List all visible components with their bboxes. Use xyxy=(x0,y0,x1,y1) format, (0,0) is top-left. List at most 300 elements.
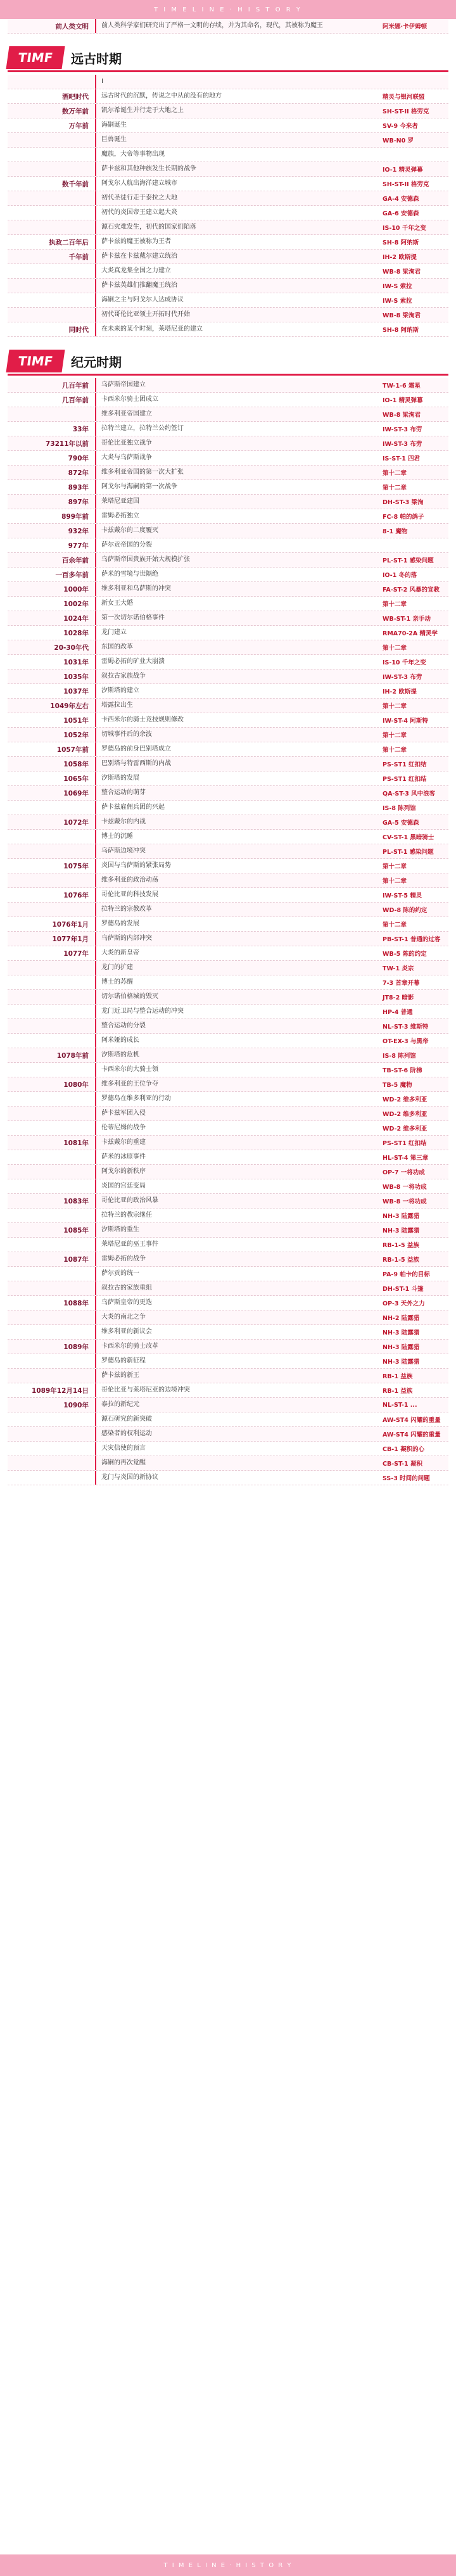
timeline-source: HL-ST-4 第三章 xyxy=(383,1155,429,1162)
timeline-source: WB-ST-1 亲手动 xyxy=(383,616,431,623)
timeline-event: 萨卡兹军团入侵 xyxy=(101,1110,146,1117)
timeline-date: 1085年 xyxy=(8,1223,96,1237)
timeline-event: 卡兹戴尔的二度覆灭 xyxy=(101,527,158,534)
timeline-date: 1078年前 xyxy=(8,1048,96,1062)
timeline-date xyxy=(8,162,96,176)
timeline-row xyxy=(8,1442,448,1456)
timeline-row xyxy=(8,1209,448,1223)
timeline-date: 1057年前 xyxy=(8,742,96,756)
timeline-source: WB-N0 罗 xyxy=(383,137,414,144)
timeline-event: 乌萨斯的内部冲突 xyxy=(101,935,152,942)
timeline-event: 萨卡兹的新王 xyxy=(101,1372,139,1379)
timeline-date: 73211年以前 xyxy=(8,436,96,450)
timeline-source: IW-ST-3 布劳 xyxy=(383,674,422,681)
timeline-source: 阿米娜·卡伊姆顿 xyxy=(383,23,428,30)
timeline-row xyxy=(8,293,448,308)
timeline-source: FA-ST-2 风暴的宣教 xyxy=(383,587,440,593)
timeline-date xyxy=(8,407,96,421)
timeline-source: IS-8 陈列馆 xyxy=(383,805,416,812)
timeline-date: 执政二百年后 xyxy=(8,235,96,249)
timeline-event: 新女王大婚 xyxy=(101,600,133,607)
timeline-event: 龙门与炎国的新协议 xyxy=(101,1474,158,1481)
timeline-event: 海嗣诞生 xyxy=(101,122,127,129)
timeline-event: 罗德岛的新征程 xyxy=(101,1357,146,1364)
timeline-row xyxy=(8,104,448,118)
timeline-source: PB-ST-1 普通的过客 xyxy=(383,936,441,943)
timeline-date: 前人类文明 xyxy=(8,19,96,33)
timeline-row xyxy=(8,1194,448,1209)
timeline-event: 萨米的雪境与世隔绝 xyxy=(101,571,158,578)
timeline-event: 魔族，大帝等事物出现 xyxy=(101,151,165,158)
timeline-row xyxy=(8,961,448,975)
timeline-row xyxy=(8,801,448,815)
timeline-event: 伦蒂尼姆的战争 xyxy=(101,1124,146,1131)
timeline-source: TW-1-6 霜星 xyxy=(383,383,421,390)
timeline-date: 1002年 xyxy=(8,597,96,611)
timeline-event: 阿戈尔人航出海洋建立城市 xyxy=(101,180,177,187)
timeline-date: 千年前 xyxy=(8,250,96,263)
timeline-row xyxy=(8,1354,448,1369)
timeline-event: 汐斯塔的危机 xyxy=(101,1051,139,1058)
timeline-row xyxy=(8,669,448,684)
timeline-date: 1072年 xyxy=(8,815,96,829)
timeline-source: NL-ST-3 维斯特 xyxy=(383,1024,429,1031)
timeline-event: 巨兽诞生 xyxy=(101,136,127,143)
timeline-source: RB-1-5 益族 xyxy=(383,1257,419,1264)
timeline-source: QA-ST-3 风中浪客 xyxy=(383,790,436,797)
timeline-event: 初代哥伦比亚领土开拓时代开始 xyxy=(101,311,190,318)
timeline-date xyxy=(8,801,96,815)
timeline-date: 1076年 xyxy=(8,888,96,902)
timeline-row xyxy=(8,830,448,844)
timeline-source: NH-3 陆露猎 xyxy=(383,1213,420,1220)
timeline-event: 天灾信使的预言 xyxy=(101,1445,146,1452)
timeline-event: 乌萨斯帝国建立 xyxy=(101,381,146,388)
timeline-date xyxy=(8,961,96,975)
timeline-date: 1087年 xyxy=(8,1252,96,1266)
timeline-row xyxy=(8,655,448,669)
timeline-event: 在未来的某个时刻，莱塔尼亚的建立 xyxy=(101,326,203,333)
timeline-date xyxy=(8,1281,96,1295)
timeline-source: PS-ST1 红扣结 xyxy=(383,776,427,783)
timeline-event: 源石灾难发生，初代的国家们陷落 xyxy=(101,224,196,231)
timeline-date xyxy=(8,1456,96,1470)
timeline-date xyxy=(8,1412,96,1426)
timeline-row xyxy=(8,1165,448,1179)
timeline-event: 罗德岛在维多利亚的行动 xyxy=(101,1095,171,1102)
timeline-event: 萨米的冰原事件 xyxy=(101,1153,146,1160)
timeline-source: WB-8 梁洵君 xyxy=(383,412,421,419)
timeline-date: 一百多年前 xyxy=(8,568,96,581)
timeline-date xyxy=(8,1063,96,1077)
timeline-row xyxy=(8,1412,448,1427)
timeline-row xyxy=(8,1471,448,1485)
timeline-source: 第十二章 xyxy=(383,732,407,739)
timeline-date xyxy=(8,133,96,147)
timeline-event: 阿戈尔与海嗣的第一次战争 xyxy=(101,483,177,490)
timeline-source: 7-3 首章开幕 xyxy=(383,980,420,987)
timeline-date: 1000年 xyxy=(8,582,96,596)
timeline-row xyxy=(8,1179,448,1194)
timeline-event: 乌萨斯帝国贵族开始大规模扩张 xyxy=(101,556,190,563)
timeline-source: 第十二章 xyxy=(383,485,407,492)
timeline-date: 数千年前 xyxy=(8,177,96,191)
timeline-date xyxy=(8,1209,96,1222)
era-timeline xyxy=(0,75,456,337)
timeline-row xyxy=(8,118,448,133)
timeline-row xyxy=(8,873,448,888)
timeline-row xyxy=(8,597,448,611)
timf-logo: TIMF xyxy=(6,46,65,69)
timeline-row xyxy=(8,903,448,917)
timeline-date: 977年 xyxy=(8,538,96,552)
timeline-source: IO-1 冬的落 xyxy=(383,572,417,579)
era-banner xyxy=(8,45,448,72)
timeline-event: 拉特兰的宗教改革 xyxy=(101,906,152,913)
timeline-date: 1090年 xyxy=(8,1398,96,1412)
timeline-source: NH-2 陆露猎 xyxy=(383,1315,420,1322)
timeline-event: 感染者的权利运动 xyxy=(101,1430,152,1437)
timeline-date: 790年 xyxy=(8,451,96,465)
timeline-source: GA-5 安德森 xyxy=(383,820,419,827)
timeline-date: 893年 xyxy=(8,480,96,494)
timeline-row xyxy=(8,75,448,89)
timeline-event: 大炎与乌萨斯战争 xyxy=(101,454,152,461)
timeline-source: 8-1 魔物 xyxy=(383,528,408,535)
timeline-date xyxy=(8,220,96,234)
timeline-source: NH-3 陆露猎 xyxy=(383,1228,420,1234)
timeline-row xyxy=(8,524,448,538)
timeline-source: IS-10 千年之变 xyxy=(383,659,426,666)
timeline-row xyxy=(8,250,448,264)
timeline-source: WB-8 梁洵君 xyxy=(383,312,421,319)
timeline-date xyxy=(8,1107,96,1120)
timeline-date: 1052年 xyxy=(8,728,96,742)
timeline-event: 前人类科学家们研究出了严格一文明的存续，并为其命名，现代，其被称为魔王 xyxy=(101,22,323,29)
timeline-event: 哥伦比亚的政治风暴 xyxy=(101,1197,158,1204)
timeline-row xyxy=(8,1267,448,1281)
timeline-event: 维多利亚的政治动荡 xyxy=(101,877,158,884)
timeline-source: RB-1 益族 xyxy=(383,1373,413,1380)
timeline-source: 第十二章 xyxy=(383,703,407,710)
timeline-row xyxy=(8,322,448,337)
timeline-row xyxy=(8,1383,448,1398)
timeline-source: IW-ST-3 布劳 xyxy=(383,441,422,448)
header-strip xyxy=(0,0,456,19)
timeline-date xyxy=(8,1092,96,1106)
timeline-row xyxy=(8,844,448,859)
timeline-event: 汐斯塔的建立 xyxy=(101,687,139,694)
timeline-event: 大炎的南北之争 xyxy=(101,1314,146,1321)
timeline-event: 萨尔贡帝国的分裂 xyxy=(101,542,152,549)
timeline-date xyxy=(8,1005,96,1018)
timeline-source: 第十二章 xyxy=(383,747,407,754)
timeline-date: 1024年 xyxy=(8,611,96,625)
timeline-source: RMA70-2A 精灵学 xyxy=(383,630,438,637)
timeline-source: IO-1 精灵弹幕 xyxy=(383,397,423,404)
timeline-row xyxy=(8,393,448,407)
timeline-date xyxy=(8,1442,96,1456)
timeline-row xyxy=(8,975,448,990)
timeline-row xyxy=(8,1238,448,1252)
timeline-event: 莱塔尼亚建国 xyxy=(101,498,139,505)
timeline-source: OP-3 天外之力 xyxy=(383,1300,425,1307)
timeline-date: 1077年1月 xyxy=(8,932,96,946)
timeline-date xyxy=(8,1427,96,1441)
timeline-source: WB-8 梁洵君 xyxy=(383,269,421,276)
timeline-row xyxy=(8,626,448,640)
timeline-date: 1077年 xyxy=(8,946,96,960)
era-banner xyxy=(8,348,448,376)
timeline-event: 大炎的新皇帝 xyxy=(101,949,139,956)
timeline-source: 第十二章 xyxy=(383,863,407,870)
timeline-date xyxy=(8,1238,96,1252)
timeline-date: 1075年 xyxy=(8,859,96,873)
timeline-date: 1081年 xyxy=(8,1136,96,1150)
timeline-event: 东国的改革 xyxy=(101,644,133,650)
timeline-row xyxy=(8,815,448,830)
timeline-date: 1080年 xyxy=(8,1077,96,1091)
timeline-event: 萨卡兹雇佣兵团的兴起 xyxy=(101,804,165,811)
timeline-event: 凯尔希诞生并行走于大地之上 xyxy=(101,107,184,114)
timeline-source: PS-ST1 红扣结 xyxy=(383,1140,427,1147)
timeline-event: 龙门近卫局与整合运动的冲突 xyxy=(101,1008,184,1015)
timeline-row xyxy=(8,89,448,104)
timeline-event: 雷姆必拓的矿业大崩溃 xyxy=(101,658,165,665)
timeline-date xyxy=(8,1121,96,1135)
timeline-source: SV-9 今来者 xyxy=(383,123,418,130)
timeline-date: 33年 xyxy=(8,422,96,436)
timeline-row xyxy=(8,148,448,162)
timeline-source: 第十二章 xyxy=(383,922,407,929)
timeline-event: 拉特兰的教宗继任 xyxy=(101,1212,152,1219)
timeline-source: PL-ST-1 感染问题 xyxy=(383,557,434,564)
timeline-date xyxy=(8,75,96,89)
timeline-source: CB-1 凝积的心 xyxy=(383,1446,425,1453)
timeline-row xyxy=(8,990,448,1005)
timeline-row xyxy=(8,191,448,206)
timeline-row xyxy=(8,1427,448,1442)
timeline-source: IW-ST-3 布劳 xyxy=(383,426,422,433)
timeline-source: 第十二章 xyxy=(383,878,407,885)
timeline-date xyxy=(8,844,96,858)
timeline-row xyxy=(8,611,448,626)
timeline-row xyxy=(8,1369,448,1383)
timeline-source: HP-4 普通 xyxy=(383,1009,413,1016)
timeline-source: IO-1 精灵弹幕 xyxy=(383,167,423,174)
timeline-event: 哥伦比亚独立战争 xyxy=(101,440,152,447)
timeline-row xyxy=(8,932,448,946)
timeline-event: 卡兹戴尔的重建 xyxy=(101,1139,146,1146)
timeline-source: TB-ST-6 阶梯 xyxy=(383,1067,422,1074)
timeline-event: 龙门的扩建 xyxy=(101,964,133,971)
timeline-date xyxy=(8,1165,96,1179)
timeline-date xyxy=(8,1369,96,1383)
timeline-event: 卡西米尔的骑士竞技规则修改 xyxy=(101,716,184,723)
timeline-date xyxy=(8,975,96,989)
timeline-row xyxy=(8,1398,448,1412)
timeline-event: 罗德岛的前身巴别塔成立 xyxy=(101,746,171,752)
timeline-row xyxy=(8,568,448,582)
timeline-event: 罗德岛的发展 xyxy=(101,920,139,927)
timeline-row xyxy=(8,436,448,451)
timeline-date: 1083年 xyxy=(8,1194,96,1208)
timeline-event: 炎国的宫廷变局 xyxy=(101,1183,146,1190)
timeline-source: IH-2 欧斯提 xyxy=(383,254,417,261)
timeline-event: 哥伦比亚与莱塔尼亚的边境冲突 xyxy=(101,1386,190,1393)
timeline-date xyxy=(8,206,96,220)
timeline-row xyxy=(8,162,448,177)
timeline-row xyxy=(8,742,448,757)
timeline-row xyxy=(8,466,448,480)
timeline-date: 932年 xyxy=(8,524,96,538)
timeline-source: WB-8 一将功成 xyxy=(383,1184,427,1191)
timeline-date: 1049年左右 xyxy=(8,699,96,713)
timeline-row xyxy=(8,133,448,148)
timeline-date: 1089年 xyxy=(8,1340,96,1354)
timeline-row xyxy=(8,206,448,220)
timeline-source: WD-8 陈的约定 xyxy=(383,907,428,914)
timeline-date: 1028年 xyxy=(8,626,96,640)
timeline-date xyxy=(8,279,96,293)
timeline-source: WB-5 陈的约定 xyxy=(383,951,427,958)
timeline-row xyxy=(8,378,448,393)
timeline-source xyxy=(379,538,448,552)
timeline-date: 同时代 xyxy=(8,322,96,336)
timeline-row xyxy=(8,1252,448,1267)
timeline-event: 雷姆必拓的战争 xyxy=(101,1255,146,1262)
timeline-event: 叙拉古家族战争 xyxy=(101,673,146,680)
timeline-event: 萨卡兹英雄们推翻魔王统治 xyxy=(101,282,177,289)
timeline-event: 切尔诺伯格城的毁灭 xyxy=(101,993,158,1000)
timeline-date: 数万年前 xyxy=(8,104,96,118)
timeline-source: GA-4 安德森 xyxy=(383,196,419,203)
timeline-date: 1065年 xyxy=(8,771,96,785)
timeline-row xyxy=(8,1019,448,1034)
timeline-date xyxy=(8,264,96,278)
timeline-source: NH-3 陆露猎 xyxy=(383,1359,420,1366)
timeline-event: 乌萨斯边境冲突 xyxy=(101,847,146,854)
timeline-event: 巴别塔与特雷西斯的内战 xyxy=(101,760,171,767)
timeline-row xyxy=(8,699,448,713)
timeline-row xyxy=(8,917,448,932)
timeline-source: PS-ST1 红扣结 xyxy=(383,761,427,768)
timeline-event: 维多利亚帝国的第一次大扩张 xyxy=(101,469,184,476)
timeline-row xyxy=(8,684,448,699)
timeline-source xyxy=(379,148,448,162)
timeline-event: 整合运动的萌芽 xyxy=(101,789,146,796)
timeline-event: Ⅰ xyxy=(101,78,103,85)
timeline-source: IH-2 欧斯提 xyxy=(383,688,417,695)
timeline-source: NH-3 陆露猎 xyxy=(383,1344,420,1351)
timeline-event: 炎国与乌萨斯的紧张局势 xyxy=(101,862,171,869)
timeline-date: 1051年 xyxy=(8,713,96,727)
timeline-date xyxy=(8,308,96,322)
timeline-date: 百余年前 xyxy=(8,553,96,567)
timeline-source: CB-ST-1 凝积 xyxy=(383,1461,422,1468)
timeline-row xyxy=(8,235,448,250)
timeline-source: WD-2 维多利亚 xyxy=(383,1096,428,1103)
timeline-date: 1076年1月 xyxy=(8,917,96,931)
timeline-event: 阿戈尔的新秩序 xyxy=(101,1168,146,1175)
timeline-date: 几百年前 xyxy=(8,393,96,407)
timeline-event: 汐斯塔的发展 xyxy=(101,775,139,782)
timeline-event: 萨卡兹和其他种族发生长期的战争 xyxy=(101,165,196,172)
timeline-source: DH-ST-3 梁洵 xyxy=(383,499,424,506)
timeline-event: 泰拉的新纪元 xyxy=(101,1401,139,1408)
timeline-event: 汐斯塔的重生 xyxy=(101,1226,139,1233)
timf-logo: TIMF xyxy=(6,350,65,372)
timeline-event: 塔露拉出生 xyxy=(101,702,133,709)
timeline-row xyxy=(8,538,448,553)
timeline-source: AW-ST4 闪耀的重量 xyxy=(383,1431,441,1438)
timeline-row xyxy=(8,1121,448,1136)
timeline-event: 叙拉古的家族重组 xyxy=(101,1285,152,1291)
timeline-source: TB-5 魔物 xyxy=(383,1082,412,1089)
timeline-row xyxy=(8,888,448,903)
timeline-date: 897年 xyxy=(8,495,96,509)
intro-timeline xyxy=(0,19,456,34)
timeline-row xyxy=(8,1048,448,1063)
timeline-event: 拉特兰建立，拉特兰公约签订 xyxy=(101,425,184,432)
timeline-source: 精灵与银河联盟 xyxy=(383,94,425,101)
timeline-date: 酒吧时代 xyxy=(8,89,96,103)
timeline-row xyxy=(8,1223,448,1238)
timeline-row xyxy=(8,1296,448,1310)
timeline-row xyxy=(8,422,448,436)
timeline-date xyxy=(8,293,96,307)
timeline-row xyxy=(8,451,448,466)
timeline-source: IS-ST-1 四君 xyxy=(383,455,421,462)
timeline-event: 莱塔尼亚的巫王事件 xyxy=(101,1241,158,1248)
timeline-source: PL-ST-1 感染问题 xyxy=(383,849,434,856)
timeline-event: 萨尔贡的统一 xyxy=(101,1270,139,1277)
timeline-date: 899年前 xyxy=(8,509,96,523)
timeline-row xyxy=(8,728,448,742)
timeline-row xyxy=(8,509,448,524)
timeline-source: NH-3 陆露猎 xyxy=(383,1329,420,1336)
timeline-event: 博士的苏醒 xyxy=(101,979,133,986)
timeline-row xyxy=(8,1136,448,1150)
timeline-row xyxy=(8,1107,448,1121)
timeline-event: 切城事件后的余波 xyxy=(101,731,152,738)
timeline-source: DH-ST-1 斗篷 xyxy=(383,1286,424,1293)
timeline-date xyxy=(8,873,96,887)
timeline-source: WD-2 维多利亚 xyxy=(383,1126,428,1133)
timeline-row xyxy=(8,308,448,322)
timeline-event: 维多利亚的新议会 xyxy=(101,1328,152,1335)
timeline-row xyxy=(8,480,448,495)
timeline-event: 维多利亚帝国建立 xyxy=(101,410,152,417)
timeline-source: OT-EX-3 与黑帝 xyxy=(383,1038,429,1045)
timeline-row xyxy=(8,946,448,961)
timeline-source: SS-3 时间的问题 xyxy=(383,1475,430,1482)
timeline-source: WD-2 维多利亚 xyxy=(383,1111,428,1118)
timeline-event: 大炎真龙集全国之力建立 xyxy=(101,267,171,274)
timeline-source: GA-6 安德森 xyxy=(383,210,419,217)
timeline-row xyxy=(8,220,448,235)
timeline-source: PA-9 帕卡的目标 xyxy=(383,1271,430,1278)
eras-container xyxy=(0,45,456,1485)
era-title: 纪元时期 xyxy=(71,354,122,370)
timeline-source: RB-1-5 益族 xyxy=(383,1242,419,1249)
timeline-event: 博士的沉睡 xyxy=(101,833,133,840)
timeline-date xyxy=(8,830,96,844)
timeline-source: AW-ST4 闪耀的重量 xyxy=(383,1417,441,1424)
timeline-row xyxy=(8,1063,448,1077)
timeline-row xyxy=(8,407,448,422)
timeline-date xyxy=(8,1354,96,1368)
